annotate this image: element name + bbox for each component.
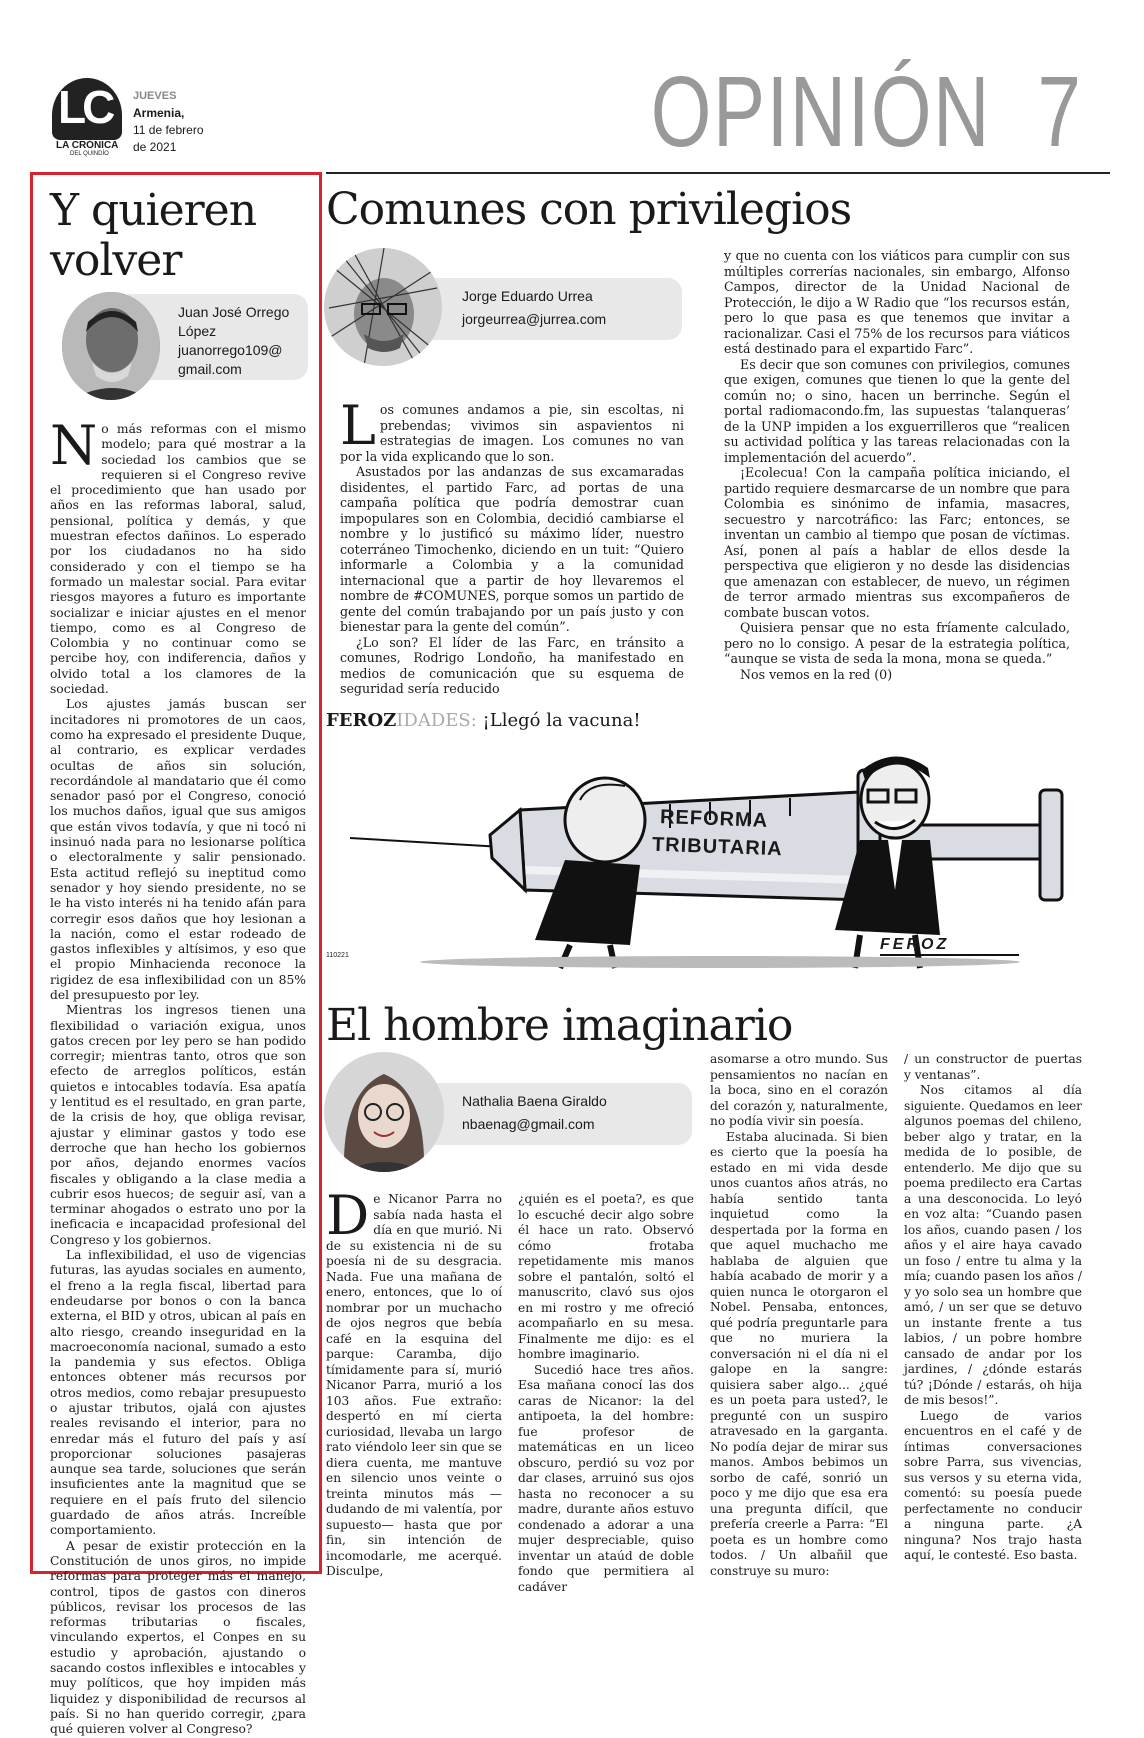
article3-paragraph: asomarse a otro mundo. Sus pensamientos no nacían en la boca, sino en el corazón del corazón y, naturalmente, no podía vivir sin poesía. [710,1052,888,1128]
article2-author-photo [324,248,442,366]
article2-paragraph: Nos vemos en la red (0) [740,666,893,682]
article3-column-1 [326,1184,502,1580]
logo-subtitle: DEL QUINDÍO [70,151,109,157]
city: Armenia, [133,106,185,120]
logo-name: LA CRÓNICA [56,140,119,151]
article2-dropcap: L [340,394,376,457]
syringe-label-1: REFORMA [659,806,769,832]
article2-paragraph: Quisiera pensar que no esta fríamente calculado, pero no lo consigo. A pesar de la estrategia política, “aunque se vista de seda la mona, mona se queda.” [724,620,1070,666]
logo-letters: LC [58,81,112,133]
syringe-label-2: TRIBUTARIA [651,833,784,861]
article3-title: El hombre imaginario [326,1000,793,1051]
cartoon-signature: FEROZ [880,936,1019,956]
article1-paragraph: A pesar de existir protección en la Constitución de unos giros, no impide reformas para proteger más el manejo, control, tipos de gastos con dineros públicos, revisar los procesos de las reformas tributarias o fiscales, vinculando expertos, el Conpes en su estudio y aprobación, ajustando o sacando costos inflexibles e intocables y muy políticos, que hoy impiden más liquidez y disponibilidad de recursos al país. Si no han querido corregir, ¿para qué quieren volver al Congreso? [50,1538,306,1737]
weekday: JUEVES [133,90,177,102]
article2-column-2 [724,248,1070,682]
article1-title: Y quieren volver [50,185,257,286]
article2-paragraph: Asustados por las andanzas de sus excamaradas disidentes, el partido Farc, ad portas de una campaña política que podría demostrar cuan impopulares son en Colombia, decidió cambiarse el nombre y lo justificó su máximo líder, nuestro coterráneo Timochenko, diciendo en un tuit: “Quiero informarle a Colombia y a la comunidad internacional que a partir de hoy llevaremos el nombre de #COMUNES, porque somos un partido de gente del común trabajando por un país justo y con bienestar para la gente del común”. [340,464,684,634]
article2-paragraph: os comunes andamos a pie, sin escoltas, ni prebendas; vivimos sin aspavientos ni estrategias de imagen. Los comunes no van por la vida explicando que lo son. [340,402,684,464]
article3-paragraph: / un constructor de puertas y ventanas”. [904,1052,1082,1082]
cartoon-heading-grey: IDADES: [396,710,477,731]
article1-body [50,414,306,1738]
article2-title: Comunes con privilegios [326,184,852,235]
article3-paragraph: ¿quién es el poeta?, es que lo escuché decir algo sobre él hace un rato. Observó cómo frotaba repetidamente mis manos sobre el pantalón, soltó el manuscrito, clavó sus ojos en mi rostro y me ofreció acompañarlo en su mesa. Finalmente me dijo: es el hombre imaginario. [518,1192,694,1361]
date-block [133,88,213,156]
article3-author-email: nbaenag@gmail.com [462,1116,595,1132]
page-number: 7 [1037,56,1082,168]
article3-paragraph: Nos citamos al día siguiente. Quedamos en leer algunos poemas del chileno, beber algo y tratar, en la medida de lo posible, de entenderlo. Me dijo que su poema predilecto era Cartas a una desconocida. Lo leyó en voz alta: “Cuando pasen los años, cuando pasen / los años y el aire haya cavado un foso / entre tu alma y la mía; cuando pasen los años / y yo solo sea un hombre que amó, / un ser que se detuvo un instante frente a tus labios, / un pobre hombre cansado de andar por los jardines, / ¿dónde estarás tú? ¡Dónde / estarás, oh hija de mis besos!”. [904,1083,1082,1407]
article3-paragraph: e Nicanor Parra no sabía nada hasta el día en que murió. Ni de su existencia ni de su poesía ni de su desgracia. Nada. Fue una mañana de enero, entonces, que lo oí nombrar por un muchacho de ojos negros que bebía café en la esquina del parque: Caramba, dijo tímidamente para sí, murió Nicanor Parra, murió a los 103 años. Fue extraño: despertó en mí cierta curiosidad, llevaba un largo rato viéndolo leer sin que se diera cuenta, me mantuve en silencio unos veinte o treinta minutos más —dudando de mi valentía, por supuesto— hasta que por fin, sin intención de incomodarle, me acerqué. Disculpe, [326,1192,502,1578]
article1-paragraph: Mientras los ingresos tienen una flexibilidad o variación exigua, unos gatos crecen por ley pero se han podido corregir; mientras tanto, otros que son efecto de arreglos políticos, están quietos e intocables todavía. Esa apatía y lentitud es el resultado, en gran parte, de la crisis de hoy, que obliga revisar, ajustar y eliminar gastos y todo ese derroche que han hecho los gobiernos por años, dejando enormes vacíos fiscales y obligando a la clase media a cubrir esos huecos; de seguir así, van a terminar ahogados o estrato uno por la ineficacia e incapacidad profesional del Congreso y los gobiernos. [50,1003,306,1247]
article3-author-name: Nathalia Baena Giraldo [462,1093,607,1109]
article2-author-email: jorgeurrea@jurrea.com [462,311,607,327]
cartoon-credit: 110221 [326,952,349,959]
article2-column-1 [340,394,684,697]
date-line-1: 11 de febrero [133,123,204,137]
article3-column-4 [904,1052,1082,1564]
article1-paragraph: o más reformas con el mismo modelo; para qué mostrar a la sociedad los cambios que se requieren si el Congreso revive el procedimiento que han usado por años en las reformas laboral, salud, pensional, política y demás, y que muestran efectos dañinos. Lo esperado por los ciudadanos no ha sido considerado y con el tiempo se ha formado un malestar social. Para evitar riesgos mayores a futuro es importante socializar e iniciar ajustes en el menor tiempo, como es al Congreso de Colombia y no continuar como se percibe hoy, con indiferencia, daños y olvido total a los clamores de la sociedad. [50,422,306,697]
article1-author-name: Juan José Orrego López [178,304,290,339]
article1-paragraph: Los ajustes jamás buscan ser incitadores ni promotores de un caos, como ha expresado el presidente Duque, al contrario, es explicar verdades ocultas de años sin solución, recordándole al mandatario que él como senador pasó por el Congreso, conoció los muchos daños, igual que sus amigos que están vivos todavía, y que ni tocó ni insinuó nada para no lesionarse política o electoralmente y salir pensionado. Esta actitud reflejó su ineptitud como senador y hoy siendo presidente, no se le ha visto interés ni ha tenido afán para corregir esos daños que hoy lesionan a la nación, como el estar rodeado de gastos inflexibles y altísimos, y eso que el propio Minhacienda reconoce la rigidez de esa inflexibilidad con un 85% del presupuesto por ley. [50,697,306,1002]
article2-paragraph: Es decir que son comunes con privilegios, comunes que exigen, comunes que tienen lo que la gente del común no; o sino, hacen un berrinche. Según el portal radiomacondo.fm, las supuestas ‘talanqueras’ de la UNP impiden a los exguerrilleros que “realicen su actividad política y las tareas relacionadas con la implementación del acuerdo”. [724,356,1070,465]
article2-author-name: Jorge Eduardo Urrea [462,288,593,304]
article1-dropcap: N [50,414,98,477]
article3-paragraph: Estaba alucinada. Si bien es cierto que la poesía ha estado en mi vida desde unos cuantos años atrás, no había sentido tanta inquietud como la despertada por la forma en que aquel muchacho me hablaba de alguien que había acabado de morir y a quien nunca le otorgaron el Nobel. Pensaba, entonces, qué podría preguntarle para que no muriera la conversación ni el día ni el galope en la sangre: quisiera saber algo... ¿qué es un poeta para usted?, le pregunté con un suspiro atravesado en la garganta. No podía dejar de mirar sus manos. Ambos bebimos un sorbo de café, sonrió un poco y me dijo que esa era una pregunta difícil, que prefería creerle a Parra: “El poeta es un hombre como todos. / Un albañil que construye su muro: [710,1129,888,1578]
date-line-2: de 2021 [133,140,177,154]
cartoon-caption: ¡Llegó la vacuna! [482,710,641,731]
article3-author-photo [324,1052,444,1172]
article2-paragraph: ¿Lo son? El líder de las Farc, en tránsito a comunes, Rodrigo Londoño, ha manifestado en medios de comunicación que su esquema de seguridad sería reducido [340,634,684,696]
article2-paragraph: y que no cuenta con los viáticos para cumplir con sus múltiples correrías nacionales, sin embargo, Alfonso Campos, director de la Unidad Nacional de Protección, le dijo a W Radio que “los recursos están, pero lo que pasa es que tenemos que invitar a racionalizar. Casi el 75% de los recursos para viáticos está destinado para el expartido Farc”. [724,248,1070,356]
article3-column-3 [710,1052,888,1579]
cartoon-heading [326,710,641,731]
article3-column-2 [518,1192,694,1595]
header-rule [326,172,1110,174]
cartoon-heading-bold: FEROZ [326,710,397,731]
article1-author-email: juanorrego109@ gmail.com [178,342,283,377]
section-title: OPINIÓN [650,56,991,168]
article1-author-photo [62,292,160,400]
article3-dropcap: D [326,1184,370,1247]
article2-paragraph: ¡Ecolecua! Con la campaña política iniciando, el partido requiere desmarcarse de un nombre que para Colombia es sinónimo de infamia, masacres, secuestro y narcotráfico: las Farc; entonces, se inventan un cambio al tiempo que posan de víctimas. Así, ponen al país a hablar de ellos desde la perspectiva que eligieron y no desde las disidencias que amenazan con establecer, de nuevo, un régimen de terror armado mientras sus excompañeros de combate buscan votos. [724,465,1070,620]
section-header [650,55,1082,170]
article3-paragraph: Luego de varios encuentros en el café y de íntimas conversaciones sobre Parra, sus vivencias, sus versos y su eterna vida, comentó: su poesía puede perfectamente no conducir a ninguna parte. ¿A ninguna? Nos trajo hasta aquí, le contesté. Eso basta. [904,1408,1082,1562]
article1-paragraph: La inflexibilidad, el uso de vigencias futuras, las ayudas sociales en aumento, el freno a la regla fiscal, libertad para endeudarse por bonos o con la banca externa, el BID y otros, ubican al país en alto riesgo, creando inseguridad en la macroeconomía nacional, sumado a esto la pandemia y sus efectos. Obliga entonces obtener más recursos por otros medios, como rebajar presupuesto o ajustar tributos, ojalá con ajustes reales revisando el interior, para no enredar más el futuro del país y así proporcionar soluciones pasajeras aunque sea tarde, soluciones que serán insuficientes ante la magnitud que se requiere en el país fruto del silencio guardado de años atrás. Increíble comportamiento. [50,1248,306,1538]
article3-paragraph: Sucedió hace tres años. Esa mañana conocí las dos caras de Nicanor: la del antipoeta, la del hombre: fue profesor de matemáticas en un liceo obscuro, perdió su voz por dar clases, arruinó sus ojos hasta no reconocer a su madre, durante años estuvo condenado a adorar a una mujer despreciable, quiso inventar un ataúd de doble fondo que permitiera al cadáver [518,1362,694,1594]
